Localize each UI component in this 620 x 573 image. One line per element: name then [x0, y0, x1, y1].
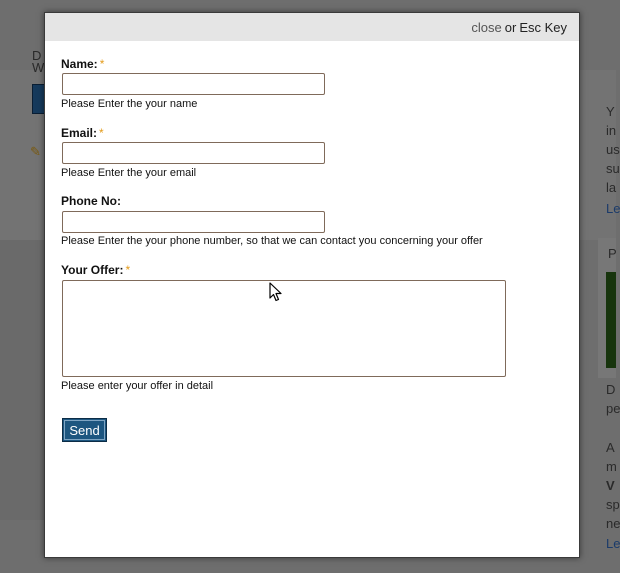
background-right-line: V [606, 478, 615, 493]
email-input[interactable] [62, 142, 325, 164]
modal-header [45, 13, 579, 41]
background-left-text-2: W [32, 60, 45, 75]
name-label [61, 57, 104, 71]
email-hint: Please Enter the your email [61, 167, 197, 179]
close-link[interactable]: close [471, 19, 502, 35]
background-right-line: sp [606, 497, 620, 512]
offer-label-text: Your Offer: [61, 263, 124, 277]
name-label-text: Name: [61, 57, 98, 71]
background-right-line: A [606, 440, 615, 455]
esc-key-hint: Esc Key [519, 19, 567, 35]
background-right-line: la [606, 180, 617, 195]
name-input[interactable] [62, 73, 325, 95]
required-marker: * [99, 57, 105, 71]
background-right-line: ne [606, 516, 620, 531]
background-right-link: Le [606, 536, 620, 551]
background-right-line: Y [606, 104, 615, 119]
background-right-box-header: P [608, 246, 617, 261]
email-label-text: Email: [61, 126, 98, 140]
required-marker: * [125, 263, 131, 277]
background-right-line: su [606, 161, 620, 176]
background-right-line: us [606, 142, 620, 157]
required-marker: * [99, 126, 104, 140]
phone-label [61, 194, 121, 208]
offer-hint: Please enter your offer in detail [61, 380, 214, 392]
background-left-text-1: D [32, 48, 42, 63]
phone-label-text: Phone No: [61, 194, 121, 208]
background-right-link: Le [606, 201, 620, 216]
name-hint: Please Enter the your name [61, 98, 198, 110]
background-right-line: pe [606, 401, 620, 416]
or-text: or [504, 19, 517, 35]
background-right-image [606, 272, 616, 368]
offer-modal [44, 12, 580, 558]
mouse-pointer-icon [269, 282, 283, 302]
offer-textarea[interactable] [62, 280, 506, 377]
background-right-line: in [606, 123, 617, 138]
background-right-line: m [606, 459, 617, 474]
email-label [61, 126, 104, 140]
background-left-panel [0, 240, 44, 520]
offer-label [61, 263, 130, 277]
background-icon: ✎ [30, 144, 41, 159]
phone-hint: Please Enter the your phone number, so that we can contact you concerning your offer [61, 235, 483, 247]
background-right-line: D [606, 382, 616, 397]
send-button[interactable]: Send [62, 418, 107, 442]
phone-input[interactable] [62, 211, 325, 233]
